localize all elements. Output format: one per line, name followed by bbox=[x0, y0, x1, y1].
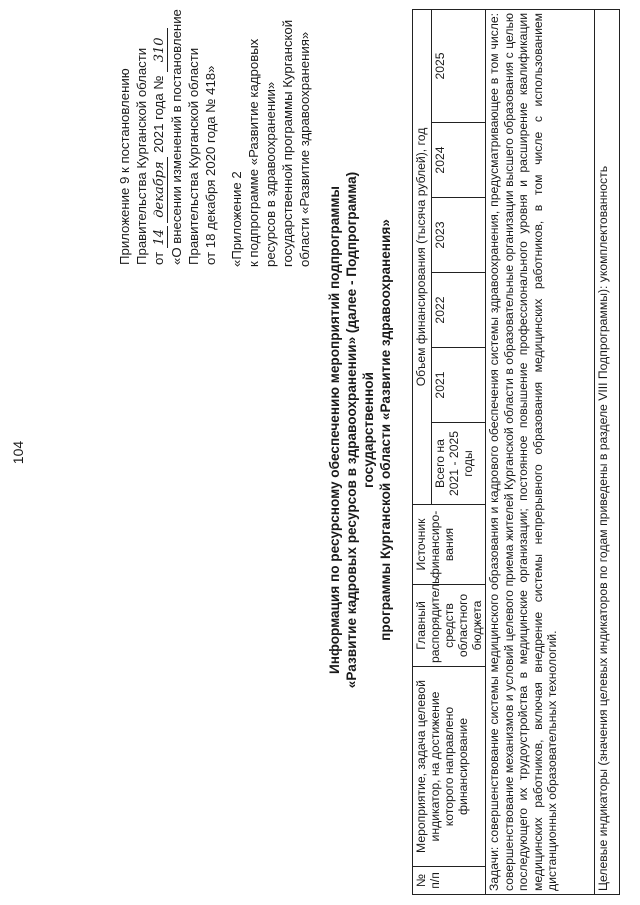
header-total: Всего на 2021 - 2025 годы bbox=[432, 423, 486, 505]
table-header-row bbox=[413, 9, 432, 894]
appendix-line: «О внесении изменений в постановление bbox=[169, 9, 184, 265]
header-year: 2022 bbox=[432, 273, 486, 348]
header-year: 2024 bbox=[432, 123, 486, 198]
table-row bbox=[595, 9, 620, 894]
date-number: 310 bbox=[153, 28, 168, 72]
appendix-date-line bbox=[150, 10, 168, 265]
header-year: 2023 bbox=[432, 198, 486, 273]
date-day: 14 bbox=[153, 226, 168, 248]
table-row bbox=[486, 9, 595, 894]
header-source: Источник финансиро-вания bbox=[413, 505, 486, 585]
header-distributor: Главный распорядитель средств областного бюджета bbox=[413, 585, 486, 667]
indicators-cell: Целевые индикаторы (значения целевых индикаторов по годам приведены в разделе VIII Подпрограммы): укомплектованность bbox=[595, 9, 620, 894]
header-year: 2025 bbox=[432, 9, 486, 122]
title-line: программы Курганской области «Развитие здравоохранения» bbox=[378, 219, 393, 641]
tasks-cell: Задачи: совершенствование системы медицинского образования и кадрового обеспечения системы здравоохранения, предусматривающее в том числе: совершенствование механизмов и условий целевого приема жителей Курганской области в образовательные организации высшего образования с целью последующего их трудоустройства в медицинские организации; постоянное повышение профессионального уровня и расширение квалификации медицинских работников, включая внедрение системы непрерывного образования медицинских работников, в том числе с использованием дистанционных образовательных технологий. bbox=[486, 9, 595, 894]
date-prefix: от bbox=[151, 251, 166, 265]
title-line: «Развитие кадровых ресурсов в здравоохранении» (далее - Подпрограмма) государственной bbox=[344, 171, 376, 689]
date-month: декабря bbox=[153, 157, 168, 223]
appendix-line: Правительства Курганской области bbox=[186, 47, 201, 265]
appendix-line: Правительства Курганской области bbox=[134, 47, 149, 265]
subprogram-appendix-block bbox=[228, 5, 313, 267]
appendix-block bbox=[116, 10, 219, 265]
subappendix-line: государственной программы Курганской bbox=[280, 19, 295, 267]
subappendix-line: к подпрограмме «Развитие кадровых bbox=[246, 38, 261, 267]
header-year: 2021 bbox=[432, 348, 486, 423]
appendix-line: от 18 декабря 2020 года № 418» bbox=[203, 65, 218, 265]
document-title bbox=[326, 130, 394, 730]
subappendix-line: области «Развитие здравоохранения» bbox=[297, 31, 312, 267]
subappendix-line: ресурсов в здравоохранении» bbox=[263, 81, 278, 267]
appendix-line: Приложение 9 к постановлению bbox=[117, 68, 132, 265]
subappendix-line: «Приложение 2 bbox=[229, 171, 244, 267]
header-num: № п/п bbox=[413, 867, 486, 895]
title-line: Информация по ресурсному обеспечению мероприятий подпрограммы bbox=[327, 186, 342, 674]
date-year: 2021 года № bbox=[151, 75, 166, 153]
resource-funding-table bbox=[412, 9, 620, 895]
header-activity: Мероприятие, задача целевой индикатор, на достижение которого направлено финансирование bbox=[413, 667, 486, 867]
header-funding-volume: Объем финансирования (тысяча рублей), год bbox=[413, 9, 432, 504]
page-number: 104 bbox=[10, 440, 26, 465]
